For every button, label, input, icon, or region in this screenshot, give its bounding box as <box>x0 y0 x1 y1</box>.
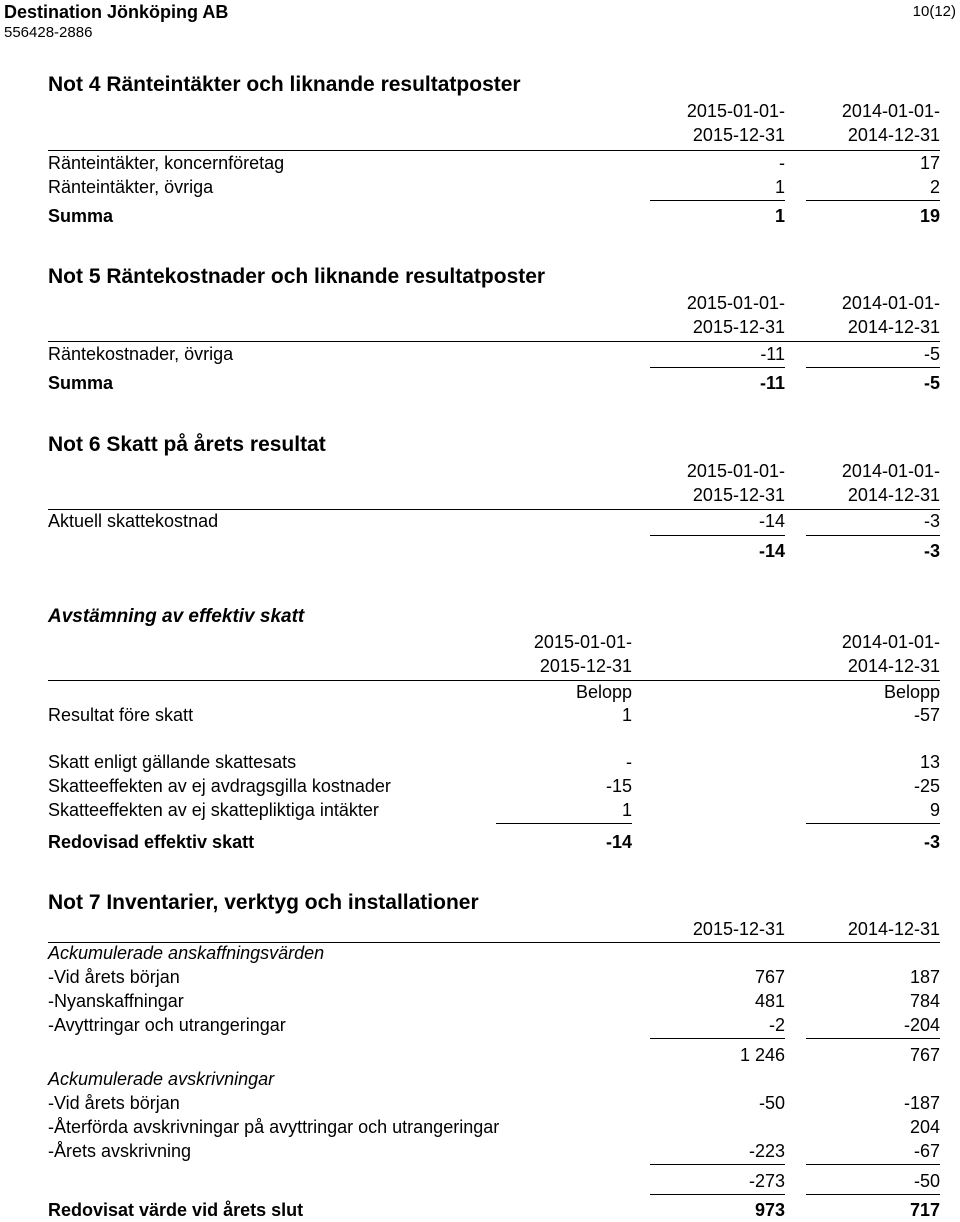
note4-title: Not 4 Ränteintäkter och liknande resultatposter <box>48 73 521 96</box>
note5-col2-line1: 2014-01-01- <box>841 293 940 313</box>
reconciliation-header-rule <box>48 680 940 681</box>
note5-row-value-2015: -11 <box>760 344 785 364</box>
acq-row-2014: 187 <box>909 967 940 987</box>
pretax-2015: 1 <box>621 705 632 725</box>
dep-sum-2014: -50 <box>913 1171 940 1191</box>
note7-col2: 2014-12-31 <box>847 919 940 939</box>
note6-row-value-2014: -3 <box>923 511 940 531</box>
note4-col2-line2: 2014-12-31 <box>847 125 940 145</box>
book-value-2015: 973 <box>754 1200 785 1220</box>
note4-col1-line2: 2015-12-31 <box>692 125 785 145</box>
effective-tax-2014: -3 <box>923 832 940 852</box>
note6-sum-rule-2015 <box>650 535 785 536</box>
acq-row-label: -Nyanskaffningar <box>48 991 184 1011</box>
company-name: Destination Jönköping AB <box>4 2 229 22</box>
note5-header-rule <box>48 341 940 342</box>
note4-sum-rule-2014 <box>806 200 940 201</box>
note4-col1-line1: 2015-01-01- <box>686 101 785 121</box>
dep-row-2014: -187 <box>903 1093 940 1113</box>
note6-col1-line2: 2015-12-31 <box>692 485 785 505</box>
note4-row-value-2014: 2 <box>929 177 940 197</box>
note5-row-value-2014: -5 <box>923 344 940 364</box>
dep-heading: Ackumulerade avskrivningar <box>48 1069 275 1089</box>
reconciliation-row-label: Skatt enligt gällande skattesats <box>48 752 297 772</box>
acq-row-2015: 767 <box>754 967 785 987</box>
note6-sum-2014: -3 <box>923 541 940 561</box>
dep-sum-rule-2014 <box>806 1164 940 1165</box>
note5-col1-line1: 2015-01-01- <box>686 293 785 313</box>
note6-sum-2015: -14 <box>758 541 785 561</box>
note4-header-rule <box>48 150 940 151</box>
note5-col2-line2: 2014-12-31 <box>847 317 940 337</box>
note4-row-value-2014: 17 <box>919 153 940 173</box>
reconciliation-row-2014: 13 <box>919 752 940 772</box>
pretax-label: Resultat före skatt <box>48 705 194 725</box>
note5-sum-2014: -5 <box>923 373 940 393</box>
note4-row-label: Ränteintäkter, övriga <box>48 177 214 197</box>
book-value-label: Redovisat värde vid årets slut <box>48 1200 304 1220</box>
acq-sum-2014: 767 <box>909 1045 940 1065</box>
dep-row-2014: -67 <box>913 1141 940 1161</box>
note4-col2-line1: 2014-01-01- <box>841 101 940 121</box>
note5-row-label: Räntekostnader, övriga <box>48 344 234 364</box>
note6-col2-line1: 2014-01-01- <box>841 461 940 481</box>
book-value-rule-2015 <box>650 1194 785 1195</box>
note4-sum-rule-2015 <box>650 200 785 201</box>
reconciliation-row-label: Skatteeffekten av ej skattepliktiga intäkter <box>48 800 379 820</box>
acq-row-2015: -2 <box>768 1015 785 1035</box>
acq-sum-rule-2015 <box>650 1038 785 1039</box>
note6-row-label: Aktuell skattekostnad <box>48 511 219 531</box>
reconciliation-total-rule-2014 <box>806 823 940 824</box>
note4-row-label: Ränteintäkter, koncernföretag <box>48 153 285 173</box>
note6-col2-line2: 2014-12-31 <box>847 485 940 505</box>
note4-sum-label: Summa <box>48 206 114 226</box>
note6-sum-rule-2014 <box>806 535 940 536</box>
reconciliation-col1-line2: 2015-12-31 <box>539 656 632 676</box>
note5-sum-label: Summa <box>48 373 114 393</box>
note4-row-value-2015: 1 <box>774 177 785 197</box>
note5-title: Not 5 Räntekostnader och liknande resultatposter <box>48 265 546 288</box>
acq-row-label: -Avyttringar och utrangeringar <box>48 1015 286 1035</box>
note5-col1-line2: 2015-12-31 <box>692 317 785 337</box>
reconciliation-row-2015: -15 <box>605 776 632 796</box>
reconciliation-col2-belopp: Belopp <box>883 682 940 702</box>
pretax-2014: -57 <box>913 705 940 725</box>
page-number: 10(12) <box>912 3 956 20</box>
note4-sum-2015: 1 <box>774 206 785 226</box>
reconciliation-row-2014: 9 <box>929 800 940 820</box>
acq-sum-2015: 1 246 <box>739 1045 785 1065</box>
note5-sum-rule-2015 <box>650 367 785 368</box>
note6-row-value-2015: -14 <box>758 511 785 531</box>
reconciliation-row-2015: 1 <box>621 800 632 820</box>
reconciliation-col2-line1: 2014-01-01- <box>841 632 940 652</box>
reconciliation-col1-belopp: Belopp <box>575 682 632 702</box>
dep-row-2014: 204 <box>909 1117 940 1137</box>
acq-row-2014: -204 <box>903 1015 940 1035</box>
effective-tax-label: Redovisad effektiv skatt <box>48 832 255 852</box>
reconciliation-title: Avstämning av effektiv skatt <box>48 606 305 627</box>
org-number: 556428-2886 <box>4 24 93 41</box>
reconciliation-row-2014: -25 <box>913 776 940 796</box>
dep-sum-rule-2015 <box>650 1164 785 1165</box>
reconciliation-row-2015: - <box>626 752 632 772</box>
note4-sum-2014: 19 <box>919 206 940 226</box>
reconciliation-col1-line1: 2015-01-01- <box>533 632 632 652</box>
acq-row-2014: 784 <box>909 991 940 1011</box>
reconciliation-col2-line2: 2014-12-31 <box>847 656 940 676</box>
note6-col1-line1: 2015-01-01- <box>686 461 785 481</box>
effective-tax-2015: -14 <box>605 832 632 852</box>
note6-title: Not 6 Skatt på årets resultat <box>48 433 326 456</box>
note7-title: Not 7 Inventarier, verktyg och installationer <box>48 891 479 914</box>
dep-row-2015: -50 <box>758 1093 785 1113</box>
note5-sum-2015: -11 <box>759 373 785 393</box>
acq-sum-rule-2014 <box>806 1038 940 1039</box>
dep-row-label: -Vid årets början <box>48 1093 180 1113</box>
acq-heading: Ackumulerade anskaffningsvärden <box>48 943 325 963</box>
dep-row-label: -Återförda avskrivningar på avyttringar och utrangeringar <box>48 1117 500 1137</box>
reconciliation-row-label: Skatteeffekten av ej avdragsgilla kostnader <box>48 776 391 796</box>
note7-col1: 2015-12-31 <box>692 919 785 939</box>
dep-row-label: -Årets avskrivning <box>48 1141 192 1161</box>
note4-row-value-2015: - <box>779 153 785 173</box>
reconciliation-total-rule-2015 <box>496 823 632 824</box>
book-value-2014: 717 <box>909 1200 940 1220</box>
book-value-rule-2014 <box>806 1194 940 1195</box>
acq-row-2015: 481 <box>754 991 785 1011</box>
acq-row-label: -Vid årets början <box>48 967 180 987</box>
dep-sum-2015: -273 <box>748 1171 785 1191</box>
dep-row-2015: -223 <box>748 1141 785 1161</box>
note5-sum-rule-2014 <box>806 367 940 368</box>
